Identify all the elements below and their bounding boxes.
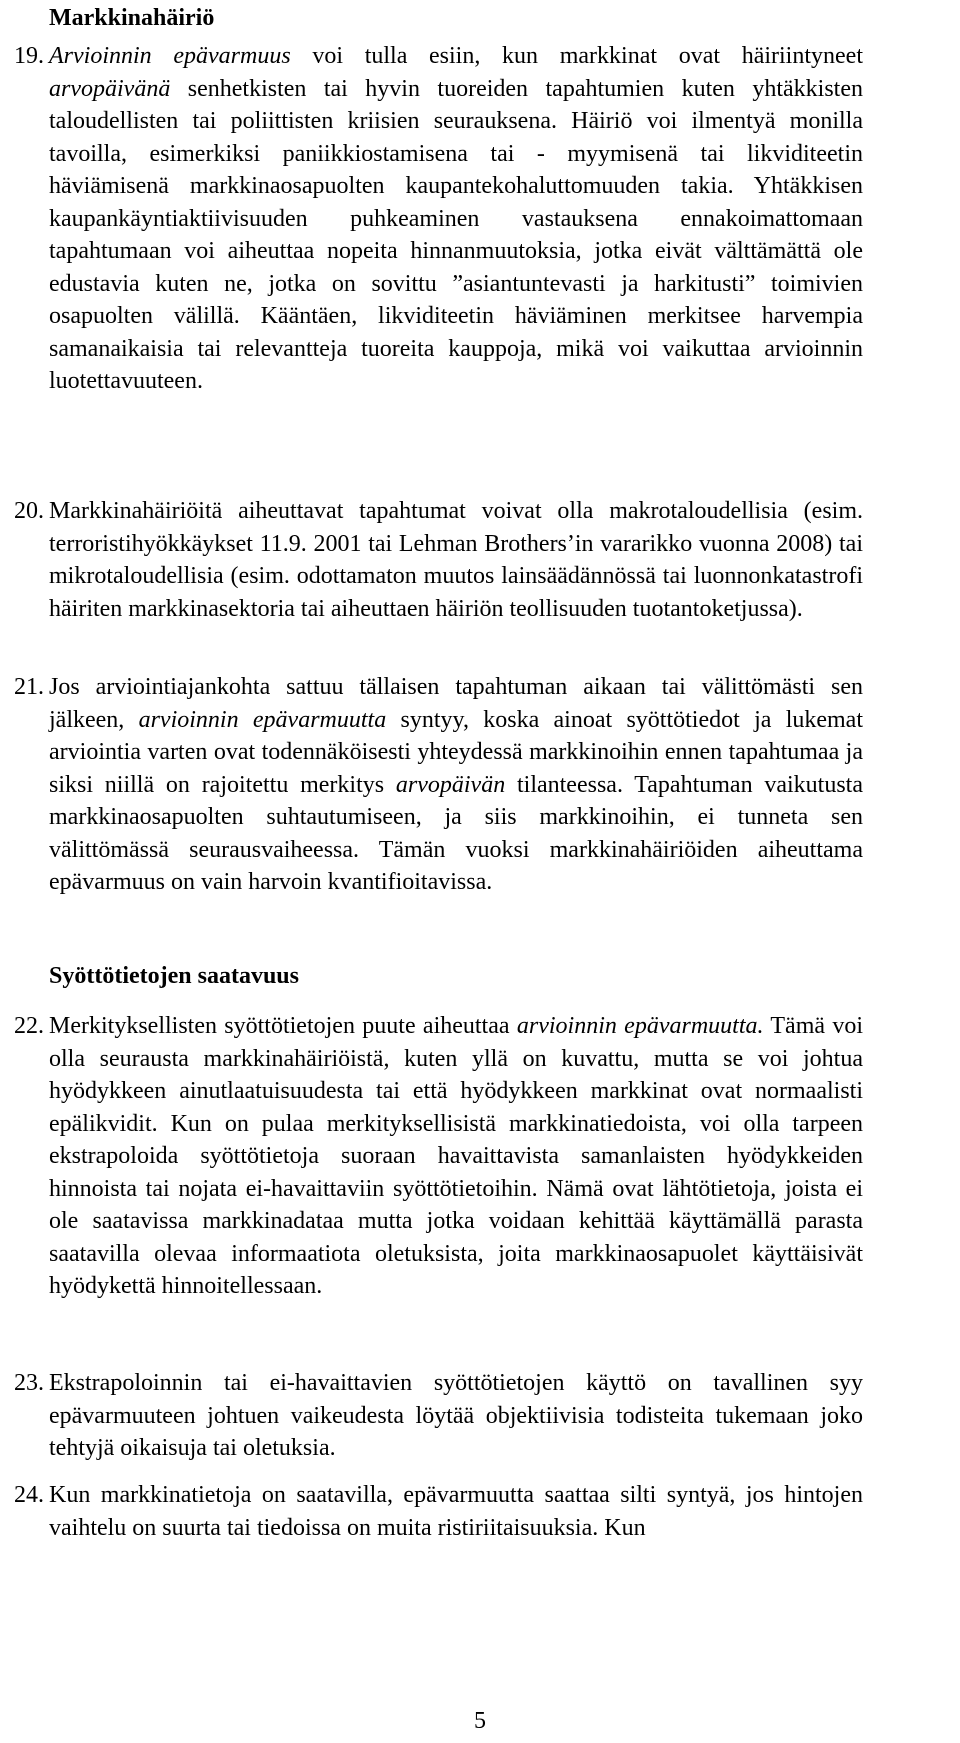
page-number: 5 — [474, 1708, 486, 1734]
paragraph-number: 24. — [14, 1482, 44, 1508]
section-heading: Markkinahäiriö — [49, 5, 215, 31]
paragraph-text — [49, 1479, 863, 1544]
paragraph-number: 19. — [14, 43, 44, 69]
paragraph-number: 23. — [14, 1370, 44, 1396]
text-run: Merkityksellisten syöttötietojen puute aiheuttaa — [49, 1013, 517, 1039]
paragraph-text — [49, 671, 863, 899]
text-run: voi tulla esiin, kun markkinat ovat häiriintyneet — [290, 43, 863, 69]
paragraph-text — [49, 40, 863, 398]
italic-term: arvioinnin epävarmuutta — [138, 706, 387, 733]
text-run: Jos arviointiajankohta sattuu tällaisen tapahtuman aikaan tai välittömästi sen jälkeen, — [49, 674, 863, 733]
text-run: Markkinahäiriöitä aiheuttavat tapahtumat voivat olla makrotaloudellisia (esim. terroristihyökkäykset 11.9. 2001 tai Lehman Brothers’in vararikko vuonna 2008) tai mikrotaloudellisia (esim. odottamaton muutos lainsäädännössä tai luonnonkatastrofi häiriten markkinasektoria tai aiheuttaen häiriön teollisuuden tuotantoketjussa). — [49, 498, 863, 622]
text-run: tilanteessa. Tapahtuman vaikutusta markkinaosapuolten suhtautumiseen, ja siis markkinoihin, ei tunneta sen välittömässä seurausvaiheessa. Tämän vuoksi markkinahäiriöiden aiheuttama epävarmuus on vain harvoin kvantifioitavissa. — [49, 771, 864, 895]
paragraph-text — [49, 1010, 863, 1303]
section-heading: Syöttötietojen saatavuus — [49, 963, 299, 989]
text-run: Kun markkinatietoja on saatavilla, epävarmuutta saattaa silti syntyä, jos hintojen vaihtelu on suurta tai tiedoissa on muita ristiriitaisuuksia. Kun — [49, 1482, 863, 1541]
text-run: Ekstrapoloinnin tai ei-havaittavien syöttötietojen käyttö on tavallinen syy epävarmuuteen johtuen vaikeudesta löytää objektiivisia todisteita tukemaan joko tehtyjä oikaisuja tai oletuksia. — [49, 1370, 863, 1461]
italic-term: Arvioinnin epävarmuus — [49, 43, 291, 69]
paragraph-number: 22. — [14, 1013, 44, 1039]
paragraph-text — [49, 495, 863, 625]
italic-term: arvioinnin epävarmuutta. — [516, 1013, 764, 1039]
paragraph-number: 21. — [14, 674, 44, 700]
text-run: syntyy, koska ainoat syöttötiedot ja lukemat arviointia varten ovat todennäköisesti yhteydessä markkinoihin ennen tapahtumaa ja siksi niillä on rajoitettu merkitys — [49, 706, 864, 798]
text-run: senhetkisten tai hyvin tuoreiden tapahtumien kuten yhtäkkisten taloudellisten tai poliittisten kriisien seurauksena. Häiriö voi ilmentyä monilla tavoilla, esimerkiksi paniikkiostamisena tai - myymisenä tai likviditeetin häviämisenä markkinaosapuolten kaupantekohaluttomuuden takia. Yhtäkkisen kaupankäyntiaktiivisuuden puhkeaminen vastauksena ennakoimattomaan tapahtumaan voi aiheuttaa nopeita hinnanmuutoksia, jotka eivät välttämättä ole edustavia kuten ne, jotka on sovittu ”asiantuntevasti ja harkitusti” toimivien osapuolten välillä. Kääntäen, likviditeetin häviäminen merkitsee harvempia samanaikaisia tai relevantteja tuoreita kauppoja, mikä voi vaikuttaa arvioinnin luotettavuuteen. — [49, 75, 863, 394]
italic-term: arvopäivänä — [49, 75, 171, 102]
paragraph-number: 20. — [14, 498, 44, 524]
paragraph-text — [49, 1367, 863, 1465]
italic-term: arvopäivän — [395, 771, 506, 798]
text-run: Tämä voi olla seurausta markkinahäiriöistä, kuten yllä on kuvattu, mutta se voi johtua hyödykkeen ainutlaatuisuudesta tai että hyödykkeen markkinat ovat normaalisti epälikvidit. Kun on pulaa merkityksellisistä markkinatiedoista, voi olla tarpeen ekstrapoloida syöttötietoja suoraan havaittavista samanlaisten hyödykkeiden hinnoista tai nojata ei-havaittaviin syöttötietoihin. Nämä ovat lähtötietoja, joista ei ole saatavissa markkinadataa mutta jotka voidaan kehittää käyttämällä parasta saatavilla olevaa informaatiota oletuksista, joita markkinaosapuolet käyttäisivät hyödykettä hinnoitellessaan. — [49, 1013, 864, 1299]
